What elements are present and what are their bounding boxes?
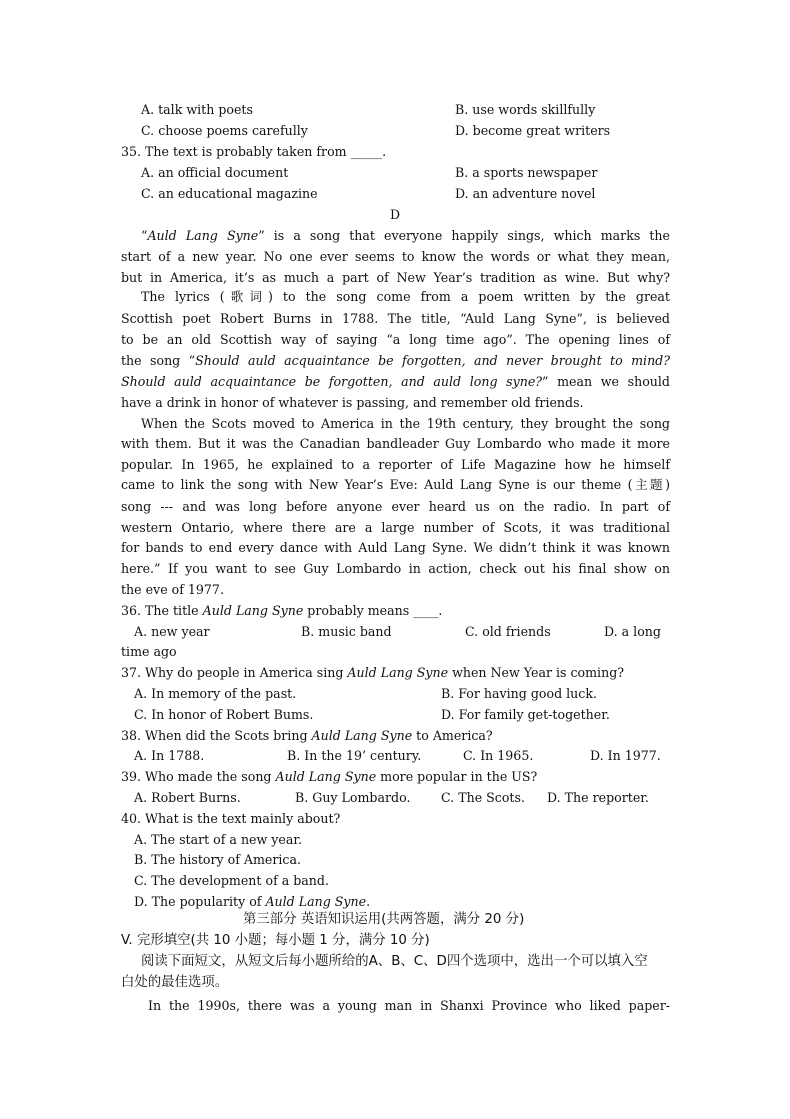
q36-option-c: C. old friends bbox=[465, 624, 551, 639]
q36-option-d: D. a long bbox=[604, 624, 661, 639]
q35-option-d: D. an adventure novel bbox=[455, 186, 596, 201]
q35-option-c: C. an educational magazine bbox=[141, 186, 318, 201]
q39-option-b: B. Guy Lombardo. bbox=[295, 790, 411, 805]
q38-option-a: A. In 1788. bbox=[134, 748, 205, 763]
q38-option-b: B. In the 19’ century. bbox=[287, 748, 422, 763]
q40-option-b: B. The history of America. bbox=[134, 852, 301, 867]
q34-option-c: C. choose poems carefully bbox=[141, 123, 308, 138]
instruction-line: 阅读下面短文，从短文后每小题所给的A、B、C、D四个选项中，选出一个可以填入空 bbox=[141, 954, 648, 969]
cloze-first-line: In the 1990s, there was a young man in Shanxi Province who liked paper- bbox=[148, 998, 670, 1013]
q34-option-a: A. talk with poets bbox=[141, 102, 253, 117]
passage-label: D bbox=[390, 207, 401, 222]
passage-line: Scottish poet Robert Burns in 1788. The title, “Auld Lang Syne”, is believed bbox=[121, 311, 670, 326]
q39-option-c: C. The Scots. bbox=[441, 790, 525, 805]
passage-line: came to link the song with New Year’s Eve: Auld Lang Syne is our theme (主题) bbox=[121, 477, 670, 492]
passage-line: popular. In 1965, he explained to a reporter of Life Magazine how he himself bbox=[121, 457, 670, 472]
passage-line: here.” If you want to see Guy Lombardo in action, check out his final show on bbox=[121, 561, 670, 576]
instruction-line: 白处的最佳选项。 bbox=[121, 975, 229, 990]
q35-stem: 35. The text is probably taken from _____. bbox=[121, 144, 387, 159]
q37-option-b: B. For having good luck. bbox=[441, 686, 597, 701]
q40-option-c: C. The development of a band. bbox=[134, 873, 329, 888]
q40-option-a: A. The start of a new year. bbox=[134, 832, 303, 847]
passage-line: Should auld acquaintance be forgotten, and auld long syne?” mean we should bbox=[121, 374, 670, 389]
passage-line: to be an old Scottish way of saying “a long time ago”. The opening lines of bbox=[121, 332, 670, 347]
passage-line: have a drink in honor of whatever is passing, and remember old friends. bbox=[121, 395, 584, 410]
q36-option-d-cont: time ago bbox=[121, 644, 177, 659]
q38-stem: 38. When did the Scots bring Auld Lang Syne to America? bbox=[121, 728, 493, 743]
passage-line: the song “Should auld acquaintance be forgotten, and never brought to mind? bbox=[121, 353, 670, 368]
q39-option-a: A. Robert Burns. bbox=[134, 790, 241, 805]
q38-option-c: C. In 1965. bbox=[463, 748, 534, 763]
passage-line: with them. But it was the Canadian bandleader Guy Lombardo who made it more bbox=[121, 436, 670, 451]
passage-line: “Auld Lang Syne” is a song that everyone happily sings, which marks the bbox=[141, 228, 670, 243]
q36-option-b: B. music band bbox=[301, 624, 392, 639]
passage-line: The lyrics (歌词) to the song come from a poem written by the great bbox=[141, 289, 670, 304]
passage-line: the eve of 1977. bbox=[121, 582, 224, 597]
q37-option-c: C. In honor of Robert Bums. bbox=[134, 707, 314, 722]
section-title: V. 完形填空(共 10 小题；每小题 1 分，满分 10 分) bbox=[121, 933, 430, 948]
q39-stem: 39. Who made the song Auld Lang Syne more popular in the US? bbox=[121, 769, 538, 784]
part3-heading: 第三部分 英语知识运用(共两答题，满分 20 分) bbox=[243, 912, 525, 927]
q34-option-d: D. become great writers bbox=[455, 123, 611, 138]
passage-line: song --- and was long before anyone ever heard us on the radio. In part of bbox=[121, 499, 670, 514]
q39-option-d: D. The reporter. bbox=[547, 790, 649, 805]
q37-option-a: A. In memory of the past. bbox=[134, 686, 297, 701]
q36-stem: 36. The title Auld Lang Syne probably means ____. bbox=[121, 603, 443, 618]
q40-stem: 40. What is the text mainly about? bbox=[121, 811, 341, 826]
passage-line: for bands to end every dance with Auld Lang Syne. We didn’t think it was known bbox=[121, 540, 670, 555]
q35-option-a: A. an official document bbox=[141, 165, 289, 180]
q35-option-b: B. a sports newspaper bbox=[455, 165, 598, 180]
q38-option-d: D. In 1977. bbox=[590, 748, 661, 763]
q37-stem: 37. Why do people in America sing Auld Lang Syne when New Year is coming? bbox=[121, 665, 625, 680]
q40-option-d: D. The popularity of Auld Lang Syne. bbox=[134, 894, 371, 909]
passage-line: western Ontario, where there are a large number of Scots, it was traditional bbox=[121, 520, 670, 535]
q34-option-b: B. use words skillfully bbox=[455, 102, 596, 117]
passage-line: start of a new year. No one ever seems to know the words or what they mean, bbox=[121, 249, 670, 264]
q37-option-d: D. For family get-together. bbox=[441, 707, 610, 722]
passage-line: but in America, it’s as much a part of New Year’s tradition as wine. But why? bbox=[121, 270, 670, 285]
passage-line: When the Scots moved to America in the 19th century, they brought the song bbox=[141, 416, 670, 431]
q36-option-a: A. new year bbox=[134, 624, 210, 639]
